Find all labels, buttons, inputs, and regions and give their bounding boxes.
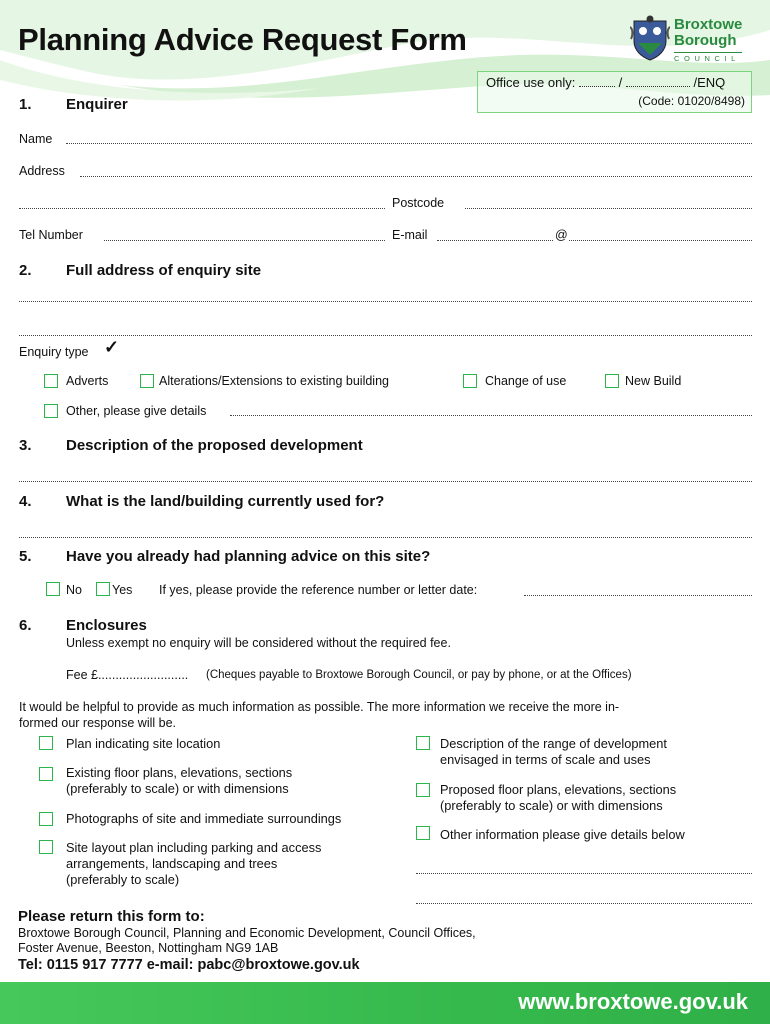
office-use-code: (Code: 01020/8498) — [638, 94, 745, 108]
email-domain-field[interactable] — [569, 240, 752, 241]
section-5-title: Have you already had planning advice on this site? — [66, 548, 431, 565]
fee-note: (Cheques payable to Broxtowe Borough Council, or pay by phone, or at the Offices) — [206, 669, 632, 681]
email-at-sign: @ — [555, 228, 568, 242]
address-label: Address — [19, 164, 65, 178]
checkbox-site-location-plan[interactable] — [39, 736, 53, 750]
enclosure-line: arrangements, landscaping and trees — [66, 856, 278, 871]
section-5-number: 5. — [19, 548, 32, 565]
logo-line-1: Broxtowe — [674, 16, 743, 33]
return-contact: Tel: 0115 917 7777 e-mail: pabc@broxtowe.gov.uk — [18, 957, 360, 973]
enclosure-site-layout — [66, 840, 321, 888]
logo-line-3: COUNCIL — [674, 52, 742, 63]
postcode-field[interactable] — [465, 208, 752, 209]
development-description-field[interactable] — [19, 481, 752, 482]
enclosure-line: Description of the range of development — [440, 736, 667, 751]
office-use-label: Office use only: — [486, 75, 576, 90]
fee-field[interactable]: Fee £.......................... — [66, 668, 189, 682]
option-change-of-use-label: Change of use — [485, 374, 567, 388]
enclosure-site-location-plan — [66, 736, 220, 752]
name-field[interactable] — [66, 143, 752, 144]
logo-line-2: Borough — [674, 32, 737, 49]
enclosure-line: envisaged in terms of scale and uses — [440, 752, 651, 767]
checkbox-development-range[interactable] — [416, 736, 430, 750]
section-1-number: 1. — [19, 96, 32, 113]
email-user-field[interactable] — [437, 240, 553, 241]
checkbox-no[interactable] — [46, 582, 60, 596]
reference-prompt: If yes, please provide the reference number or letter date: — [159, 583, 478, 597]
email-label: E-mail — [392, 228, 428, 242]
enclosure-line: (preferably to scale) or with dimensions — [66, 781, 289, 796]
option-new-build-label: New Build — [625, 374, 682, 388]
checkbox-other-information[interactable] — [416, 826, 430, 840]
option-alterations-label: Alterations/Extensions to existing building — [159, 374, 389, 388]
address-field-line-1[interactable] — [80, 176, 752, 177]
checkbox-alterations[interactable] — [140, 374, 154, 388]
enclosure-other-information — [440, 827, 685, 843]
checkbox-new-build[interactable] — [605, 374, 619, 388]
website-link[interactable]: www.broxtowe.gov.uk — [518, 989, 748, 1014]
footer-bar — [0, 982, 770, 1024]
option-adverts-label: Adverts — [66, 374, 109, 388]
enquiry-type-label: Enquiry type — [19, 345, 89, 359]
council-logo-text — [674, 17, 742, 63]
enclosure-existing-plans — [66, 765, 292, 797]
council-crest-icon — [630, 15, 670, 61]
option-other-label: Other, please give details — [66, 404, 207, 418]
section-3-title: Description of the proposed development — [66, 437, 363, 454]
return-address-line-2: Foster Avenue, Beeston, Nottingham NG9 1AB — [18, 941, 279, 955]
return-address-line-1: Broxtowe Borough Council, Planning and Economic Development, Council Offices, — [18, 926, 476, 940]
other-information-field-2[interactable] — [416, 903, 752, 904]
section-6-title: Enclosures — [66, 617, 147, 634]
tel-number-label: Tel Number — [19, 228, 83, 242]
exempt-note: Unless exempt no enquiry will be considered without the required fee. — [66, 636, 451, 650]
checkbox-adverts[interactable] — [44, 374, 58, 388]
enclosure-line: Existing floor plans, elevations, sections — [66, 765, 293, 780]
enclosures-intro-line-2: formed our response will be. — [19, 716, 177, 730]
yes-label: Yes — [112, 583, 133, 597]
postcode-label: Postcode — [392, 196, 445, 210]
return-title: Please return this form to: — [18, 908, 205, 925]
section-1-title: Enquirer — [66, 96, 128, 113]
section-2-number: 2. — [19, 262, 32, 279]
checkbox-proposed-plans[interactable] — [416, 783, 430, 797]
enclosure-line: (preferably to scale) — [66, 872, 180, 887]
office-use-field-1[interactable] — [579, 75, 615, 87]
enclosure-line: Photographs of site and immediate surroundings — [66, 811, 342, 826]
current-use-field[interactable] — [19, 537, 752, 538]
site-address-line-2[interactable] — [19, 335, 752, 336]
checkbox-site-layout[interactable] — [39, 840, 53, 854]
checkbox-change-of-use[interactable] — [463, 374, 477, 388]
enclosure-line: Proposed floor plans, elevations, sections — [440, 782, 677, 797]
section-4-number: 4. — [19, 493, 32, 510]
enclosure-line: Site layout plan including parking and access — [66, 840, 322, 855]
no-label: No — [66, 583, 82, 597]
enclosure-line: (preferably to scale) or with dimensions — [440, 798, 663, 813]
checkbox-photographs[interactable] — [39, 812, 53, 826]
office-use-suffix: /ENQ — [693, 75, 726, 90]
section-6-number: 6. — [19, 617, 32, 634]
enclosure-line: Plan indicating site location — [66, 736, 221, 751]
reference-field[interactable] — [524, 595, 752, 596]
other-information-field-1[interactable] — [416, 873, 752, 874]
checkbox-existing-plans[interactable] — [39, 767, 53, 781]
enclosure-proposed-plans — [440, 782, 676, 814]
section-4-title: What is the land/building currently used for? — [66, 493, 385, 510]
page-title: Planning Advice Request Form — [18, 22, 467, 57]
tel-number-field[interactable] — [104, 240, 385, 241]
section-3-number: 3. — [19, 437, 32, 454]
office-use-sep: / — [618, 75, 623, 90]
office-use-box — [477, 71, 752, 113]
enclosures-intro-line-1: It would be helpful to provide as much information as possible. The more information we receive the more in- — [19, 700, 620, 714]
checkbox-yes[interactable] — [96, 582, 110, 596]
other-details-field[interactable] — [230, 415, 752, 416]
checkbox-other[interactable] — [44, 404, 58, 418]
office-use-field-2[interactable] — [626, 75, 690, 87]
name-label: Name — [19, 132, 53, 146]
enclosure-line: Other information please give details below — [440, 827, 685, 842]
enclosure-development-range — [440, 736, 667, 768]
site-address-line-1[interactable] — [19, 301, 752, 302]
address-field-line-2[interactable] — [19, 208, 385, 209]
section-2-title: Full address of enquiry site — [66, 262, 262, 279]
enclosure-photographs — [66, 811, 341, 827]
tick-icon: ✓ — [104, 337, 120, 357]
